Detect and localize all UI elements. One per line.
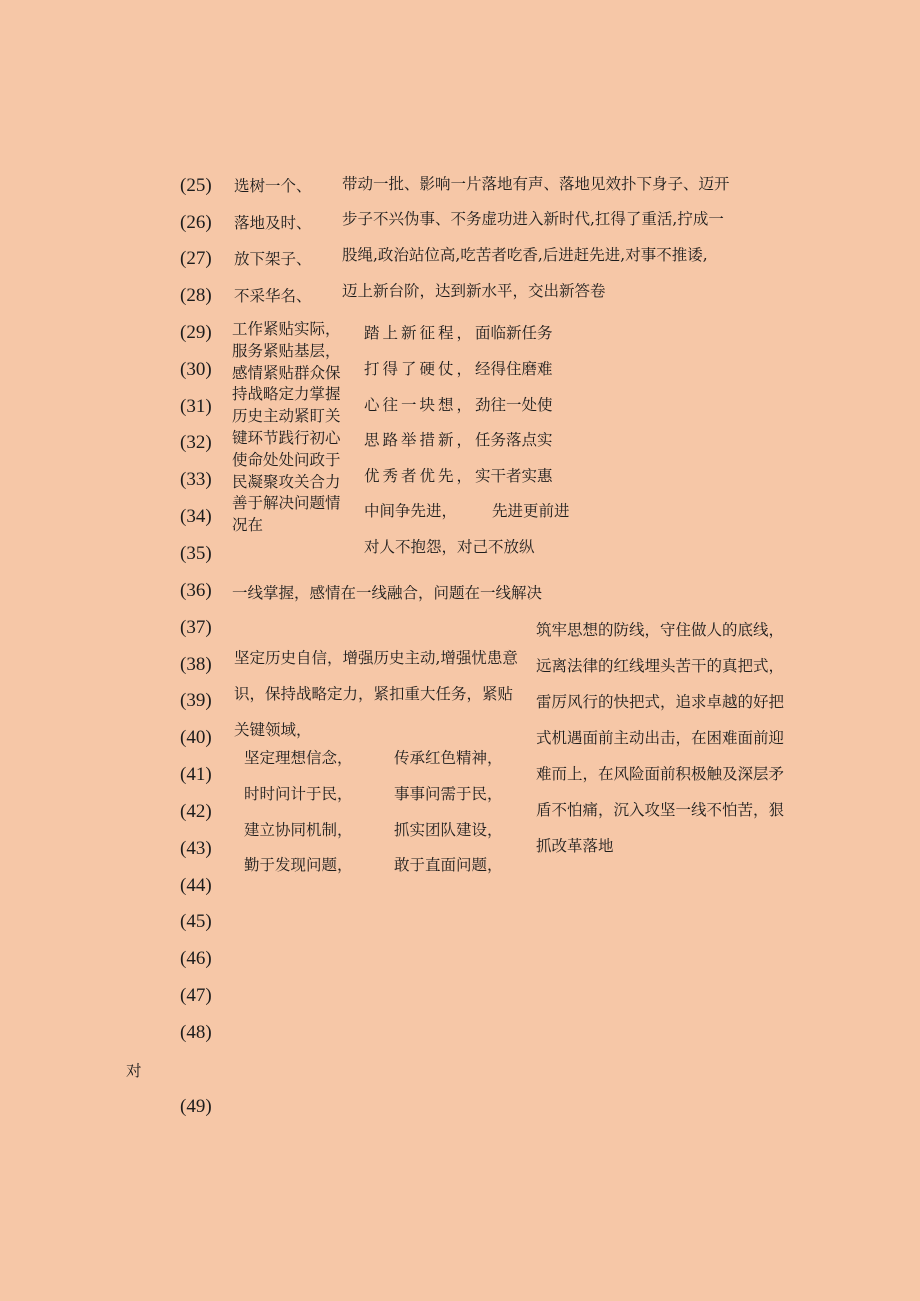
item-number: (48): [180, 1022, 212, 1043]
phrase-pair-row: [244, 855, 503, 875]
item-number: (41): [180, 764, 212, 785]
item-number: (30): [180, 359, 212, 380]
left-paragraph: 坚定历史自信，增强历史主动,增强忧患意识，保持战略定力，紧扣重大任务，紧贴关键领域，: [234, 649, 518, 739]
mid-left-column: 工作紧贴实际，服务紧贴基层，感情紧贴群众保持战略定力掌握历史主动紧盯关键环节践行初心使命处处问政于民凝聚攻关合力善于解决问题情况在: [232, 320, 341, 535]
item-number: (36): [180, 580, 212, 601]
phrase-pair-row: [244, 784, 503, 804]
mid-right-a: 心往一块想，: [364, 396, 476, 414]
mid-right-row: [364, 537, 535, 557]
item-number: (33): [180, 469, 212, 490]
mid-right-row: [364, 395, 553, 415]
phrase-pair-row: [244, 748, 503, 768]
item-number: (44): [180, 875, 212, 896]
item-number: (46): [180, 948, 212, 969]
top-left-phrase: 不采华名、: [234, 287, 312, 305]
item-number: (49): [180, 1096, 212, 1117]
top-right-line: 带动一批、影响一片落地有声、落地见效扑下身子、迈开: [342, 175, 730, 193]
mid-right-b: 劲往一处使: [475, 396, 553, 414]
phrase-b: 抓实团队建设，: [394, 821, 503, 839]
item-number: (29): [180, 322, 212, 343]
item-number: (39): [180, 690, 212, 711]
top-left-phrase: 落地及时、: [234, 214, 312, 232]
top-right-line: 股绳,政治站位高,吃苦者吃香,后进赶先进,对事不推诿,: [342, 246, 708, 264]
item-number: (37): [180, 617, 212, 638]
mid-right-b: 实干者实惠: [475, 467, 553, 485]
item-number: (28): [180, 285, 212, 306]
mid-right-b: 任务落点实: [475, 431, 553, 449]
mid-right-b: 经得住磨难: [475, 360, 553, 378]
mid-right-b: 面临新任务: [475, 324, 553, 342]
item-number: (27): [180, 248, 212, 269]
item-number: (25): [180, 175, 212, 196]
top-left-phrase: 选树一个、: [234, 177, 312, 195]
item-number: (35): [180, 543, 212, 564]
phrase-pair-row: [244, 820, 503, 840]
mid-right-row: [364, 430, 553, 450]
phrase-a: 勤于发现问题，: [244, 856, 353, 874]
mid-right-b: 先进更前进: [492, 502, 570, 520]
item-number: (32): [180, 432, 212, 453]
stray-character: 对: [126, 1062, 142, 1080]
mid-right-row: [364, 466, 553, 486]
mid-right-a: 中间争先进，: [364, 502, 458, 520]
top-right-line: 步子不兴伪事、不务虚功进入新时代,扛得了重活,拧成一: [342, 210, 724, 228]
right-paragraph: 筑牢思想的防线，守住做人的底线，远离法律的红线埋头苦干的真把式，雷厉风行的快把式，追求卓越的好把式机遇面前主动出击，在困难面前迎难而上，在风险面前积极触及深层矛盾不怕痛，沉入攻坚一线不怕苦，狠抓改革落地: [536, 621, 785, 855]
mid-right-row: [364, 323, 553, 343]
item-number: (40): [180, 727, 212, 748]
mid-right-a: 踏上新征程，: [364, 324, 476, 342]
item-number: (43): [180, 838, 212, 859]
item-number: (47): [180, 985, 212, 1006]
phrase-b: 传承红色精神，: [394, 749, 503, 767]
item-number: (42): [180, 801, 212, 822]
mid-right-row: [364, 359, 553, 379]
top-left-phrase: 放下架子、: [234, 250, 312, 268]
mid-right-a: 打得了硬仗，: [364, 360, 476, 378]
item-number: (31): [180, 396, 212, 417]
item-number: (26): [180, 212, 212, 233]
phrase-a: 坚定理想信念，: [244, 749, 353, 767]
mid-right-a: 对人不抱怨，对己不放纵: [364, 538, 535, 556]
item-number: (38): [180, 654, 212, 675]
item-number: (45): [180, 911, 212, 932]
mid-right-a: 思路举措新，: [364, 431, 476, 449]
phrase-b: 敢于直面问题，: [394, 856, 503, 874]
mid-right-a: 优秀者优先，: [364, 467, 476, 485]
mid-right-row: [364, 501, 570, 521]
phrase-a: 时时问计于民，: [244, 785, 353, 803]
line-36-text: 一线掌握，感情在一线融合，问题在一线解决: [232, 584, 543, 602]
phrase-a: 建立协同机制，: [244, 821, 353, 839]
top-right-line: 迈上新台阶，达到新水平，交出新答卷: [342, 282, 606, 300]
phrase-b: 事事问需于民，: [394, 785, 503, 803]
item-number: (34): [180, 506, 212, 527]
